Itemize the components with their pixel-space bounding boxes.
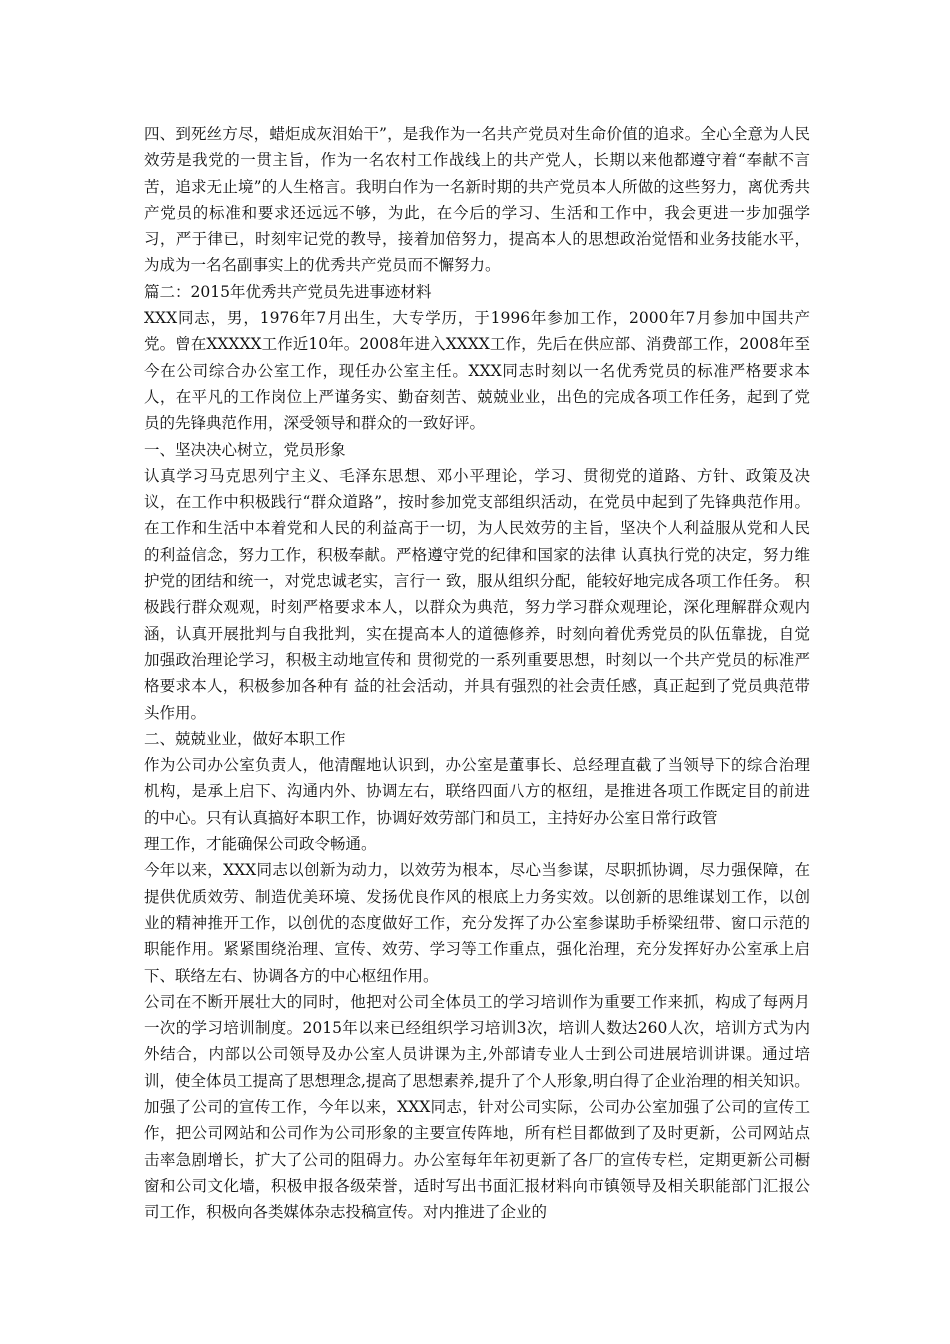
paragraph-section-2b: 理工作，才能确保公司政令畅通。 [144,835,377,854]
paragraph-section-2a: 作为公司办公室负责人，他清醒地认识到，办公室是董事长、总经理直截了当领导下的综合治理机构，是承上启下、沟通内外、协调左右，联络四面八方的枢纽，是推进各项工作既定目的前进的中心。只有认真搞好本职工作，协调好效劳部门和员工，主持好办公室日常行政管 [144,756,810,827]
document-body [144,121,810,1225]
article-heading: 篇二：2015年优秀共产党员先进事迹材料 [144,282,432,301]
paragraph-section-2c: 今年以来，XXX同志以创新为动力，以效劳为根本，尽心当参谋，尽职抓协调，尽力强保障，在提供优质效劳、制造优美环境、发扬优良作风的根底上力务实效。以创新的思维谋划工作，以创业的精神推开工作，以创优的态度做好工作，充分发挥了办公室参谋助手桥梁纽带、窗口示范的职能作用。紧紧围绕治理、宣传、效劳、学习等工作重点，强化治理，充分发挥好办公室承上启下、联络左右、协调各方的中心枢纽作用。 [144,861,810,985]
section-heading-1: 一、坚决决心树立，党员形象 [144,440,346,459]
section-heading-2: 二、兢兢业业，做好本职工作 [144,729,346,748]
paragraph-section-1: 认真学习马克思列宁主义、毛泽东思想、邓小平理论，学习、贯彻党的道路、方针、政策及决议，在工作中积极践行“群众道路”，按时参加党支部组织活动，在党员中起到了先锋典范作用。 在工作和生活中本着党和人民的利益高于一切，为人民效劳的主旨，坚决个人利益服从党和人民的利益信念，努力工作，积极奉献。严格遵守党的纪律和国家的法律 认真执行党的决定，努力维护党的团结和统一，对党忠诚老实，言行一 致，服从组织分配，能较好地完成各项工作任务。 积极践行群众观观，时刻严格要求本人，以群众为典范，努力学习群众观理论，深化理解群众观内涵，认真开展批判与自我批判，实在提高本人的道德修养，时刻向着优秀党员的队伍靠拢，自觉加强政治理论学习，积极主动地宣传和 贯彻党的一系列重要思想，时刻以一个共产党员的标准严格要求本人，积极参加各种有 益的社会活动，并具有强烈的社会责任感，真正起到了党员典范带头作用。 [144,466,810,722]
paragraph-section-2e: 加强了公司的宣传工作，今年以来，XXX同志，针对公司实际，公司办公室加强了公司的宣传工作，把公司网站和公司作为公司形象的主要宣传阵地，所有栏目都做到了及时更新，公司网站点击率急剧增长，扩大了公司的阻碍力。办公室每年年初更新了各厂的宣传专栏，定期更新公司橱窗和公司文化墙，积极申报各级荣誉，适时写出书面汇报材料向市镇领导及相关职能部门汇报公司工作，积极向各类媒体杂志投稿宣传。对内推进了企业的 [144,1097,810,1222]
paragraph-conclusion: 四、到死丝方尽，蜡炬成灰泪始干”，是我作为一名共产党员对生命价值的追求。全心全意为人民效劳是我党的一贯主旨，作为一名农村工作战线上的共产党人，长期以来他都遵守着“奉献不言苦，追求无止境”的人生格言。我明白作为一名新时期的共产党员本人所做的这些努力，离优秀共产党员的标准和要求还远远不够，为此，在今后的学习、生活和工作中，我会更进一步加强学习，严于律已，时刻牢记党的教导，接着加倍努力，提高本人的思想政治觉悟和业务技能水平，为成为一名名副事实上的优秀共产党员而不懈努力。 [144,125,810,275]
paragraph-intro: XXX同志，男，1976年7月出生，大专学历，于1996年参加工作，2000年7月参加中国共产党。曾在XXXXX工作近10年。2008年进入XXXX工作，先后在供应部、消费部工作，2008年至今在公司综合办公室工作，现任办公室主任。XXX同志时刻以一名优秀党员的标准严格要求本人，在平凡的工作岗位上严谨务实、勤奋刻苦、兢兢业业，出色的完成各项工作任务，起到了党员的先锋典范作用，深受领导和群众的一致好评。 [144,309,810,433]
paragraph-section-2d: 公司在不断开展壮大的同时，他把对公司全体员工的学习培训作为重要工作来抓，构成了每两月一次的学习培训制度。2015年以来已经组织学习培训3次，培训人数达260人次，培训方式为内外结合，内部以公司领导及办公室人员讲课为主,外部请专业人士到公司进展培训讲课。通过培训，使全体员工提高了思想理念,提高了思想素养,提升了个人形象,明白得了企业治理的相关知识。 [144,992,810,1090]
